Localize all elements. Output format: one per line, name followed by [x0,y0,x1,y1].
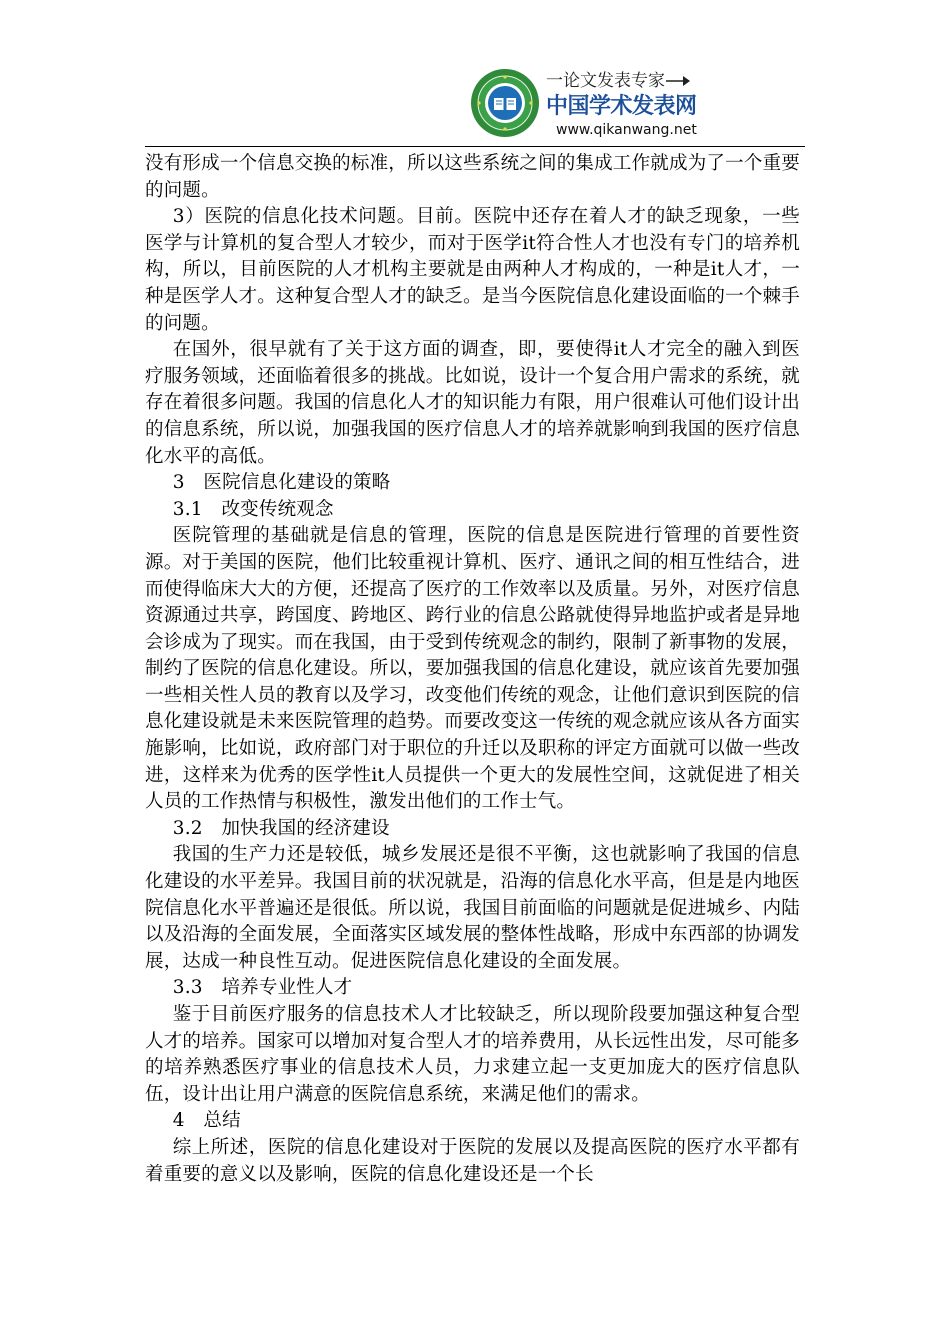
arrow-right-icon [666,74,690,88]
article-body [145,151,800,1188]
header-divider [145,146,805,147]
logo-name: 中国学术发表网 [546,94,697,119]
paragraph: 鉴于目前医疗服务的信息技术人才比较缺乏，所以现阶段要加强这种复合型人才的培养。国家可以增加对复合型人才的培养费用，从长远性出发，尽可能多的培养熟悉医疗事业的信息技术人员，力求建立起一支更加庞大的医疗信息队伍，设计出让用户满意的医院信息系统，来满足他们的需求。 [145,1004,800,1105]
subsection-heading: 3.2 加快我国的经济建设 [172,817,390,839]
subsection-heading: 3.1 改变传统观念 [172,498,334,520]
section-heading: 4 总结 [172,1110,241,1132]
paragraph: 在国外，很早就有了关于这方面的调查，即，要使得it人才完全的融入到医疗服务领域，还面临着很多的挑战。比如说，设计一个复合用户需求的系统，就存在着很多问题。我国的信息化人才的知识能力有限，用户很难认可他们设计出的信息系统，所以说，加强我国的医疗信息人才的培养就影响到我国的医疗信息化水平的高低。 [145,339,800,467]
paragraph: 综上所述，医院的信息化建设对于医院的发展以及提高医院的医疗水平都有着重要的意义以及影响，医院的信息化建设还是一个长 [145,1136,800,1185]
section-heading: 3 医院信息化建设的策略 [172,472,391,494]
paragraph: 我国的生产力还是较低，城乡发展还是很不平衡，这也就影响了我国的信息化建设的水平差异。我国目前的状况就是，沿海的信息化水平高，但是是内地医院信息化水平普遍还是很低。所以说，我国目前面临的问题就是促进城乡、内陆以及沿海的全面发展，全面落实区域发展的整体性战略，形成中东西部的协调发展，达成一种良性互动。促进医院信息化建设的全面发展。 [145,844,800,972]
journal-seal-icon [470,68,540,138]
paragraph: 医院管理的基础就是信息的管理，医院的信息是医院进行管理的首要性资源。对于美国的医院，他们比较重视计算机、医疗、通讯之间的相互性结合，进而使得临床大大的方便，还提高了医疗的工作效率以及质量。另外，对医疗信息资源通过共享，跨国度、跨地区、跨行业的信息公路就使得异地监护或者是异地会诊成为了现实。而在我国，由于受到传统观念的制约，限制了新事物的发展，制约了医院的信息化建设。所以，要加强我国的信息化建设，就应该首先要加强一些相关性人员的教育以及学习，改变他们传统的观念，让他们意识到医院的信息化建设就是未来医院管理的趋势。而要改变这一传统的观念就应该从各方面实施影响，比如说，政府部门对于职位的升迁以及职称的评定方面就可以做一些改进，这样来为优秀的医学性it人员提供一个更大的发展性空间，这就促进了相关人员的工作热情与积极性，激发出他们的工作士气。 [145,525,800,813]
paragraph: 没有形成一个信息交换的标准，所以这些系统之间的集成工作就成为了一个重要的问题。 [145,153,800,201]
site-logo [470,68,697,142]
paragraph: 3）医院的信息化技术问题。目前。医院中还存在着人才的缺乏现象，一些医学与计算机的复合型人才较少，而对于医学it符合性人才也没有专门的培养机构，所以，目前医院的人才机构主要就是由两种人才构成的，一种是it人才，一种是医学人才。这种复合型人才的缺乏。是当今医院信息化建设面临的一个棘手的问题。 [145,206,800,334]
logo-tagline: 一论文发表专家 [546,71,665,91]
logo-url: www.qikanwang.net [556,122,697,138]
subsection-heading: 3.3 培养专业性人才 [172,977,353,999]
